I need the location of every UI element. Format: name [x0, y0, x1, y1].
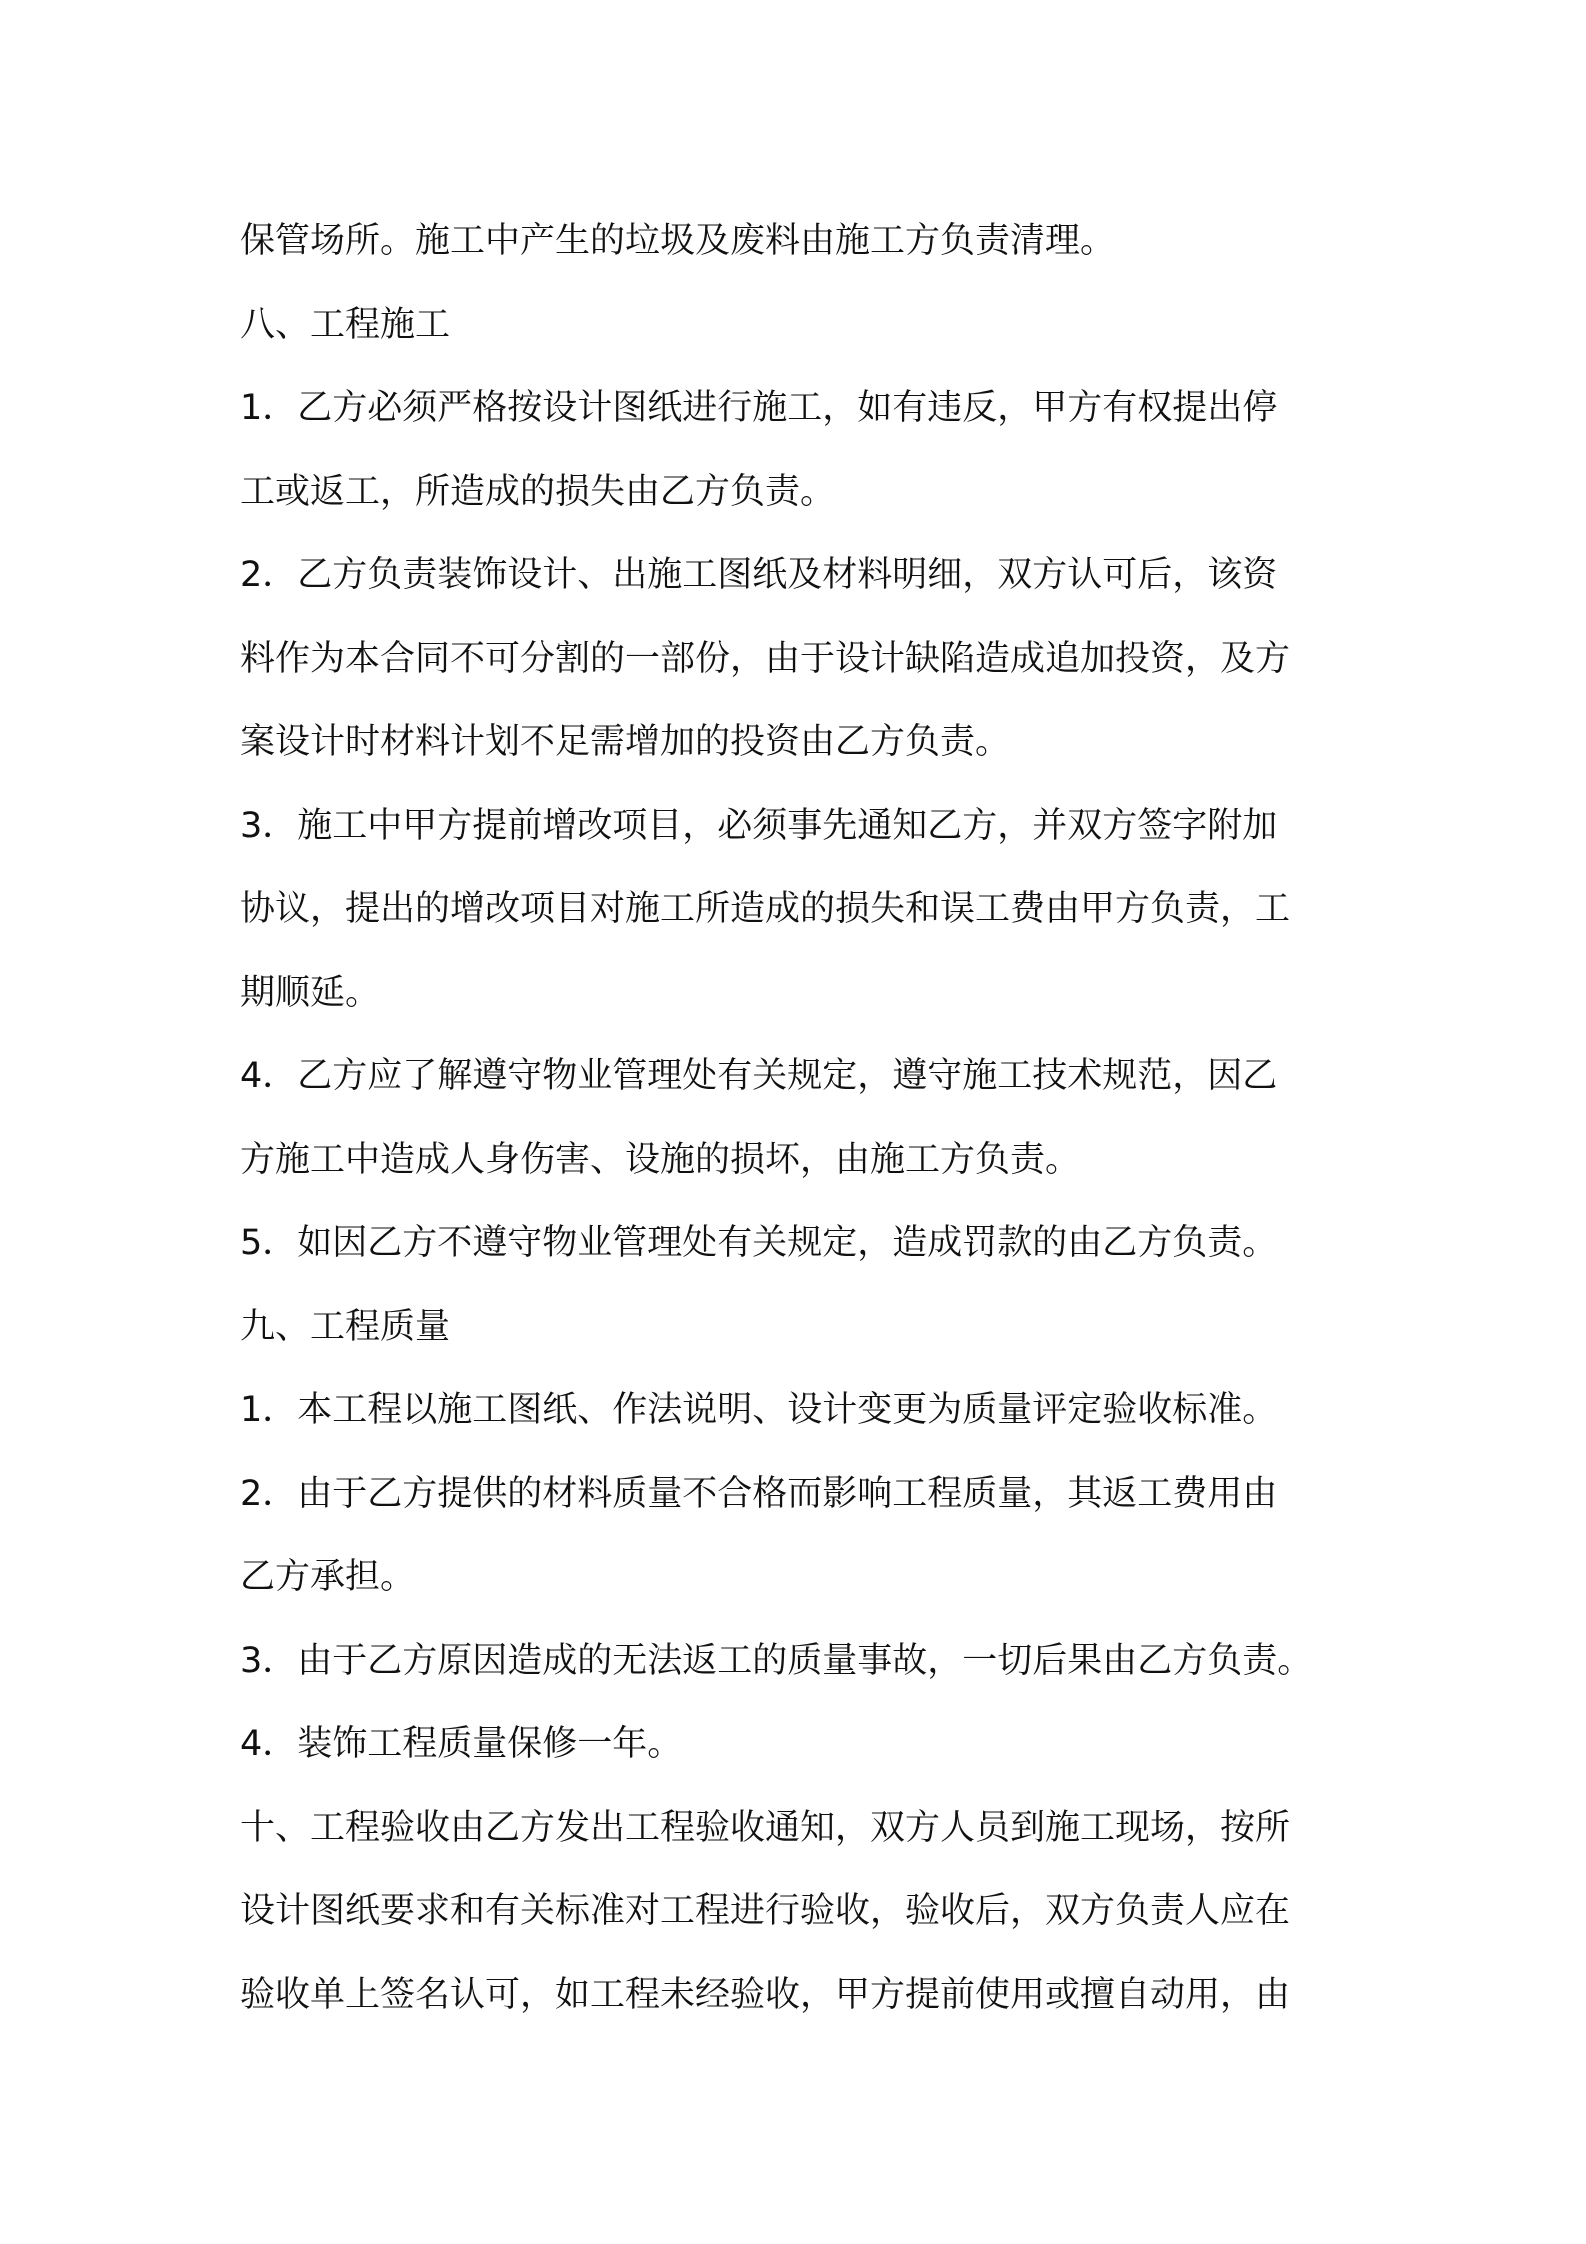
text-line: 设计图纸要求和有关标准对工程进行验收，验收后，双方负责人应在 — [240, 1891, 1291, 1931]
document-body — [240, 200, 1360, 2037]
text-line: 1．本工程以施工图纸、作法说明、设计变更为质量评定验收标准。 — [240, 1390, 1278, 1430]
text-line: 验收单上签名认可，如工程未经验收，甲方提前使用或擅自动用，由 — [240, 1974, 1291, 2015]
text-line: 乙方承担。 — [240, 1557, 416, 1597]
text-line: 工或返工，所造成的损失由乙方负责。 — [240, 471, 836, 512]
section-heading-nine: 九、工程质量 — [240, 1306, 451, 1347]
section-heading-ten: 十、工程验收由乙方发出工程验收通知，双方人员到施工现场，按所 — [240, 1807, 1291, 1848]
text-line: 协议，提出的增改项目对施工所造成的损失和误工费由甲方负责，工 — [240, 889, 1291, 929]
text-line: 期顺延。 — [240, 972, 381, 1013]
text-line: 2．乙方负责装饰设计、出施工图纸及材料明细，双方认可后，该资 — [240, 555, 1278, 595]
text-line: 4．装饰工程质量保修一年。 — [240, 1724, 683, 1764]
text-line: 料作为本合同不可分割的一部份，由于设计缺陷造成追加投资，及方 — [240, 638, 1291, 679]
text-line: 保管场所。施工中产生的垃圾及废料由施工方负责清理。 — [240, 221, 1116, 261]
section-heading-eight: 八、工程施工 — [240, 304, 451, 345]
text-line: 3．施工中甲方提前增改项目，必须事先通知乙方，并双方签字附加 — [240, 805, 1278, 846]
text-line: 1．乙方必须严格按设计图纸进行施工，如有违反，甲方有权提出停 — [240, 388, 1278, 428]
text-line: 4．乙方应了解遵守物业管理处有关规定，遵守施工技术规范，因乙 — [240, 1056, 1278, 1096]
text-line: 案设计时材料计划不足需增加的投资由乙方负责。 — [240, 722, 1011, 762]
text-line: 3．由于乙方原因造成的无法返工的质量事故，一切后果由乙方负责。 — [240, 1640, 1313, 1681]
text-line: 5．如因乙方不遵守物业管理处有关规定，造成罚款的由乙方负责。 — [240, 1223, 1278, 1263]
text-line: 2．由于乙方提供的材料质量不合格而影响工程质量，其返工费用由 — [240, 1473, 1278, 1514]
text-line: 方施工中造成人身伤害、设施的损坏，由施工方负责。 — [240, 1139, 1081, 1180]
